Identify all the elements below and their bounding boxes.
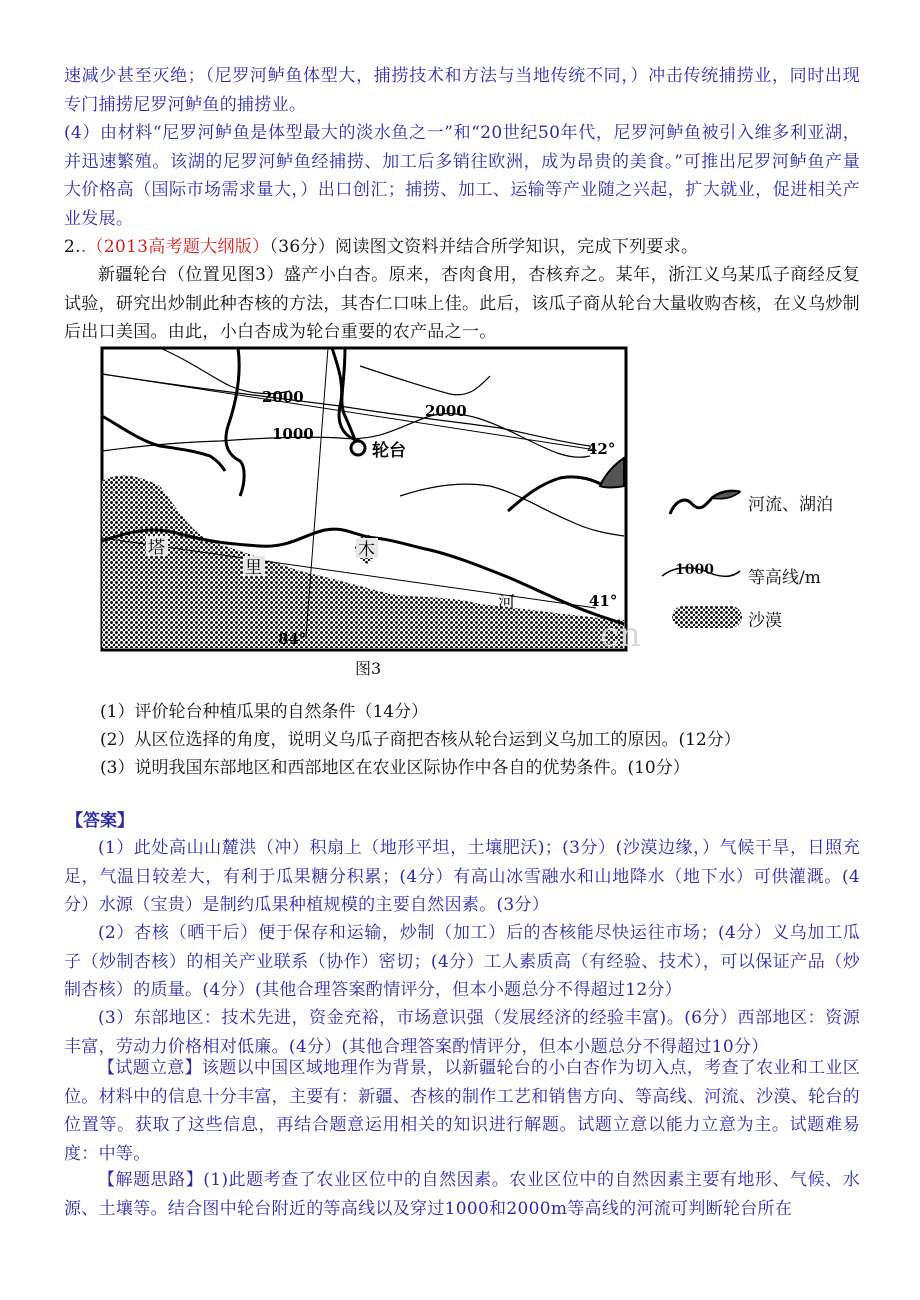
answer-2: (2）杏核（晒干后）便于保存和运输，炒制（加工）后的杏核能尽快运往市场；(4分）义乌加工瓜子（炒制杏核）的相关产业联系（协作）密切；(4分）工人素质高（有经验、技术），可以保证产品（炒制杏核）的质量。(4分）(其他合理答案酌情评分，但本小题总分不得超过12分） bbox=[64, 923, 860, 1000]
legend-contour-label: 等高线/m bbox=[748, 568, 821, 588]
label-lat-41: 41° bbox=[589, 592, 618, 610]
legend-desert-icon bbox=[672, 606, 742, 628]
answer-approach: 【解题思路】(1)此题考查了农业区位中的自然因素。农业区位中的自然因素主要有地形、气候、水源、土壤等。结合图中轮台附近的等高线以及穿过1000和2000m等高线的河流可判断轮台所在 bbox=[64, 1170, 860, 1219]
label-river-li: 里 bbox=[245, 558, 262, 578]
subquestion-1: (1）评价轮台种植瓜果的自然条件（14分） bbox=[100, 702, 429, 722]
label-1000: 1000 bbox=[272, 425, 314, 443]
legend-contour-sample: 1000 bbox=[675, 562, 714, 578]
answer-intent: 【试题立意】该题以中国区域地理作为背景，以新疆轮台的小白杏作为切入点，考查了农业和工业区位。材料中的信息十分丰富，主要有：新疆、杏核的制作工艺和销售方向、等高线、河流、沙漠、轮台的位置等。获取了这些信息，再结合题意运用相关的知识进行解题。试题立意以能力立意为主。试题难易度：中等。 bbox=[64, 1058, 860, 1164]
answer-heading: 【答案】 bbox=[66, 811, 134, 831]
subquestion-3: (3）说明我国东部地区和西部地区在农业区际协作中各自的优势条件。(10分） bbox=[100, 758, 690, 778]
label-river-he: 河 bbox=[498, 593, 515, 613]
legend-desert-label: 沙漠 bbox=[748, 611, 782, 631]
question-score: （36分）阅读图文资料并结合所学知识，完成下列要求。 bbox=[269, 237, 699, 257]
intro-continuation: 速减少甚至灭绝；（尼罗河鲈鱼体型大，捕捞技术和方法与当地传统不同，）冲击传统捕捞业，同时出现专门捕捞尼罗河鲈鱼的捕捞业。 bbox=[64, 66, 860, 115]
label-luntai: 轮台 bbox=[372, 441, 406, 461]
label-lat-42: 42° bbox=[587, 440, 616, 458]
figure-caption: 图3 bbox=[355, 659, 382, 678]
question-source: .（2013高考题大纲版） bbox=[80, 237, 270, 257]
label-river-ta: 塔 bbox=[148, 538, 165, 558]
label-river-mu: 木 bbox=[358, 540, 375, 560]
legend-river-lake-label: 河流、湖泊 bbox=[748, 495, 833, 515]
subquestion-2: (2）从区位选择的角度，说明义乌瓜子商把杏核从轮台运到义乌加工的原因。(12分） bbox=[100, 730, 741, 750]
answer-3: (3）东部地区：技术先进，资金充裕，市场意识强（发展经济的经验丰富)。(6分）西部地区：资源丰富，劳动力价格相对低廉。(4分）(其他合理答案酌情评分，但本小题总分不得超过10分） bbox=[64, 1008, 860, 1057]
question-header bbox=[64, 233, 860, 262]
question-passage: 新疆轮台（位置见图3）盛产小白杏。原来，杏肉食用，杏核弃之。某年，浙江义乌某瓜子商经反复试验，研究出炒制此种杏核的方法，其杏仁口味上佳。此后，该瓜子商从轮台大量收购杏核，在义乌炒制后出口美国。由此，小白杏成为轮台重要的农产品之一。 bbox=[64, 265, 860, 342]
question-number: 2. bbox=[64, 237, 81, 257]
label-lon-84: 84° bbox=[278, 630, 307, 648]
label-2000-b: 2000 bbox=[425, 402, 467, 420]
answer-1: (1）此处高山山麓洪（冲）积扇上（地形平坦，土壤肥沃)；(3分）(沙漠边缘，）气候干旱，日照充足，气温日较差大，有利于瓜果糖分积累；(4分）有高山冰雪融水和山地降水（地下水）可供灌溉。(4分）水源（宝贵）是制约瓜果种植规模的主要自然因素。(3分） bbox=[64, 838, 860, 915]
luntai-city-marker bbox=[351, 441, 365, 455]
intro-paragraph-4: (4）由材料“尼罗河鲈鱼是体型最大的淡水鱼之一”和“20世纪50年代，尼罗河鲈鱼被引入维多利亚湖，并迅速繁殖。该湖的尼罗河鲈鱼经捕捞、加工后多销往欧洲，成为昂贵的美食。”可推出尼罗河鲈鱼产量大价格高（国际市场需求量大，）出口创汇；捕捞、加工、运输等产业随之兴起，扩大就业，促进相关产业发展。 bbox=[64, 123, 860, 229]
watermark: cn bbox=[600, 615, 641, 655]
legend-lake-icon bbox=[712, 491, 740, 499]
label-2000-a: 2000 bbox=[262, 388, 304, 406]
